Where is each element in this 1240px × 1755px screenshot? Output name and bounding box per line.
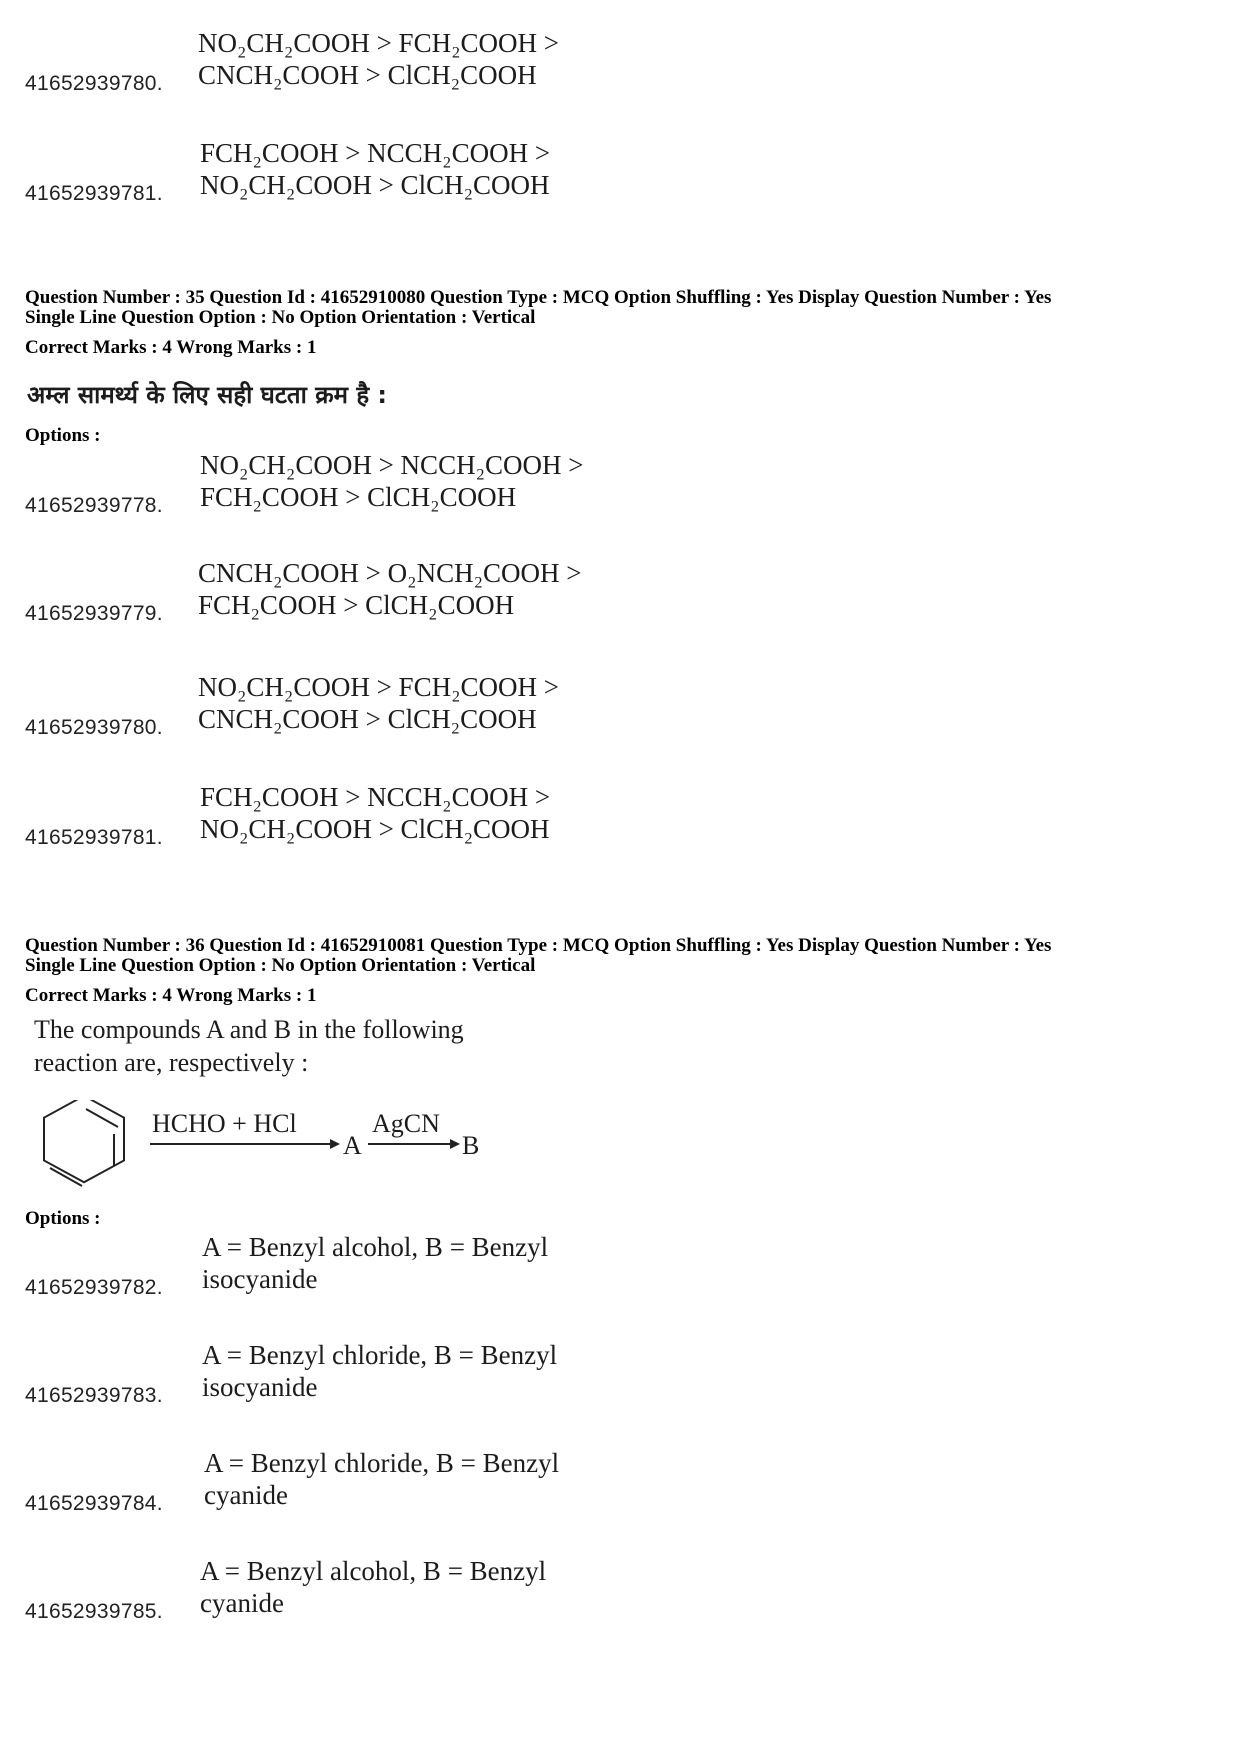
option-text-line2: NO₂CH₂COOH > ClCH₂COOH [200,170,550,200]
product-a: A [343,1131,362,1160]
option-text-line1: CNCH₂COOH > O₂NCH₂COOH > [198,558,582,588]
arrow-head-1 [330,1139,340,1149]
option-text-line2: cyanide [200,1588,284,1618]
option-text-line2: isocyanide [202,1264,318,1294]
option-text-line1: FCH₂COOH > NCCH₂COOH > [200,138,551,168]
option-text-line2: isocyanide [202,1372,318,1402]
option-text-line1: A = Benzyl alcohol, B = Benzyl [200,1556,547,1586]
option-text-line1: A = Benzyl chloride, B = Benzyl [202,1340,558,1370]
option-text-line1: NO₂CH₂COOH > FCH₂COOH > [198,28,559,58]
option-text-line2: CNCH₂COOH > ClCH₂COOH [198,60,537,90]
question-text-line1: The compounds A and B in the following [34,1015,464,1044]
marks-info: Correct Marks : 4 Wrong Marks : 1 [25,985,317,1006]
options-label: Options : [25,425,101,446]
option-text-line1: A = Benzyl chloride, B = Benzyl [204,1448,560,1478]
option-text-line2: CNCH₂COOH > ClCH₂COOH [198,704,537,734]
question-header: Question Number : 36 Question Id : 41652910081 Question Type : MCQ Option Shuffling : Yes Display Question Number : Yes [25,935,1052,956]
reaction-scheme [30,1100,510,1190]
option-text-line2: FCH₂COOH > ClCH₂COOH [200,482,517,512]
option-id: 41652939780. [25,72,163,95]
question-options-meta: Single Line Question Option : No Option Orientation : Vertical [25,955,536,976]
question-text-line2: reaction are, respectively : [34,1048,309,1077]
reagent-2: AgCN [372,1109,440,1138]
option-text-line1: NO₂CH₂COOH > NCCH₂COOH > [200,450,584,480]
option-id: 41652939785. [25,1600,163,1623]
option-text-line1: A = Benzyl alcohol, B = Benzyl [202,1232,549,1262]
option-text-line2: NO₂CH₂COOH > ClCH₂COOH [200,814,550,844]
options-label: Options : [25,1208,101,1229]
option-id: 41652939781. [25,826,163,849]
option-id: 41652939783. [25,1384,163,1407]
option-id: 41652939780. [25,716,163,739]
product-b: B [462,1131,480,1160]
marks-info: Correct Marks : 4 Wrong Marks : 1 [25,337,317,358]
option-id: 41652939781. [25,182,163,205]
reagent-1: HCHO + HCl [152,1109,297,1138]
option-id: 41652939784. [25,1492,163,1515]
question-options-meta: Single Line Question Option : No Option Orientation : Vertical [25,307,536,328]
option-id: 41652939782. [25,1276,163,1299]
option-text-line2: cyanide [204,1480,288,1510]
option-text-line1: NO₂CH₂COOH > FCH₂COOH > [198,672,559,702]
question-text: अम्ल सामर्थ्य के लिए सही घटता क्रम है : [27,381,388,409]
option-id: 41652939778. [25,494,163,517]
option-text-line1: FCH₂COOH > NCCH₂COOH > [200,782,551,812]
option-id: 41652939779. [25,602,163,625]
question-header: Question Number : 35 Question Id : 41652910080 Question Type : MCQ Option Shuffling : Yes Display Question Number : Yes [25,287,1052,308]
benzene-ring-icon [44,1100,124,1186]
option-text-line2: FCH₂COOH > ClCH₂COOH [198,590,515,620]
arrow-head-2 [450,1139,460,1149]
